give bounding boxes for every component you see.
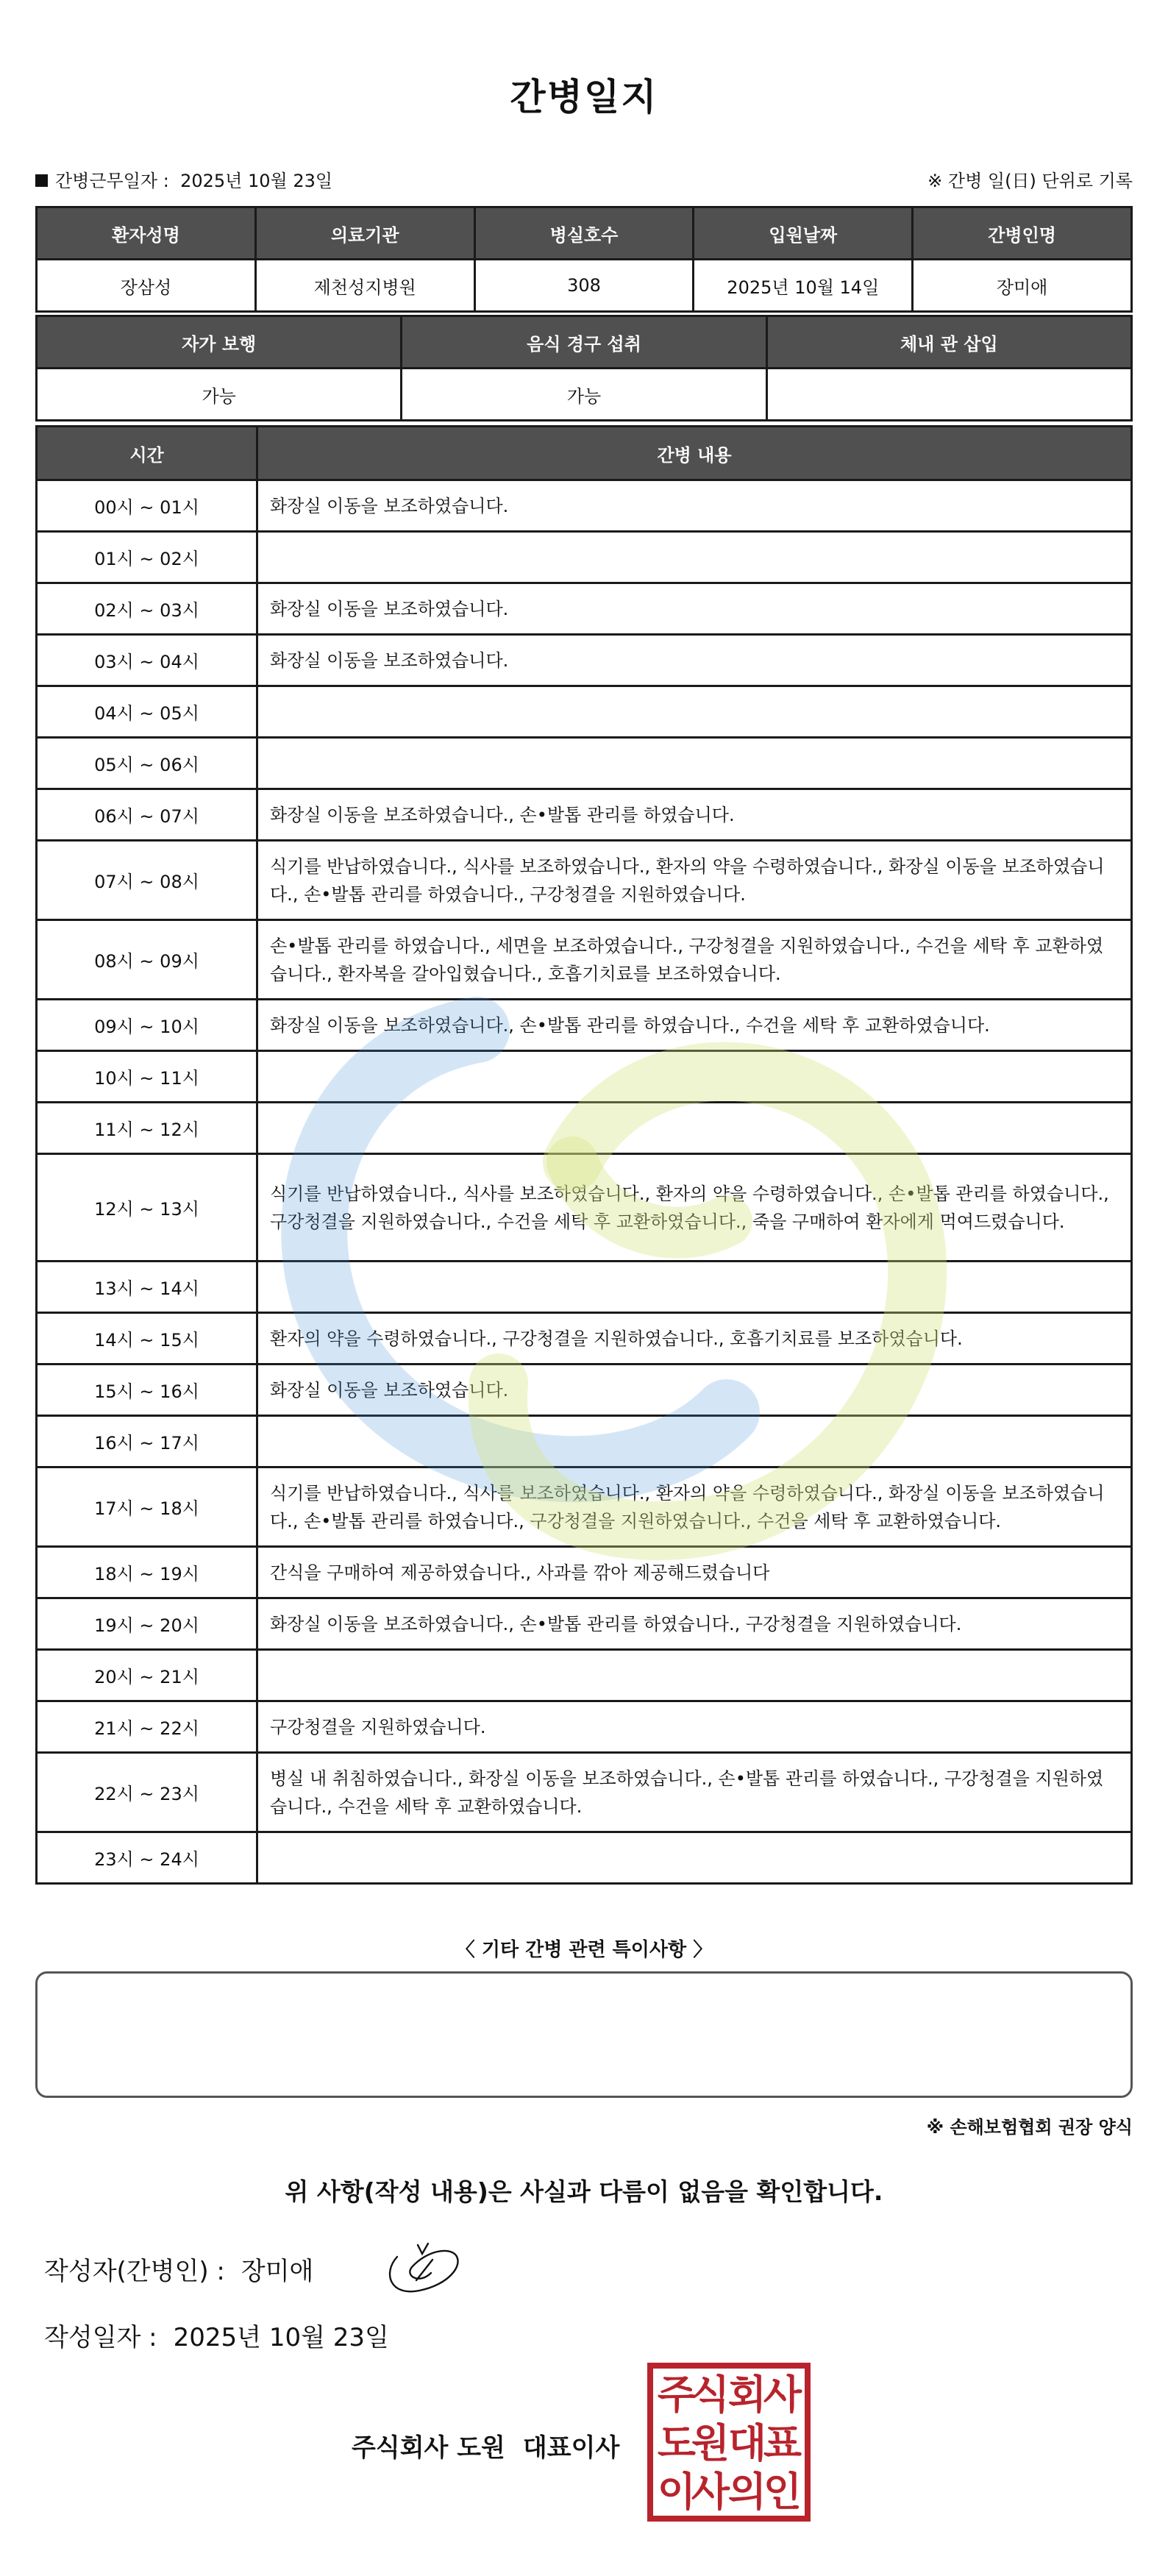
table-row xyxy=(37,789,1132,841)
header-self-walking: 자가 보행 xyxy=(37,316,402,369)
time-cell: 08시 ~ 09시 xyxy=(37,920,257,1000)
table-row xyxy=(37,583,1132,635)
svg-text:회: 회 xyxy=(727,2372,767,2418)
time-cell: 06시 ~ 07시 xyxy=(37,789,257,841)
time-cell: 00시 ~ 01시 xyxy=(37,480,257,532)
oral-intake-value: 가능 xyxy=(402,369,766,421)
time-cell: 12시 ~ 13시 xyxy=(37,1154,257,1262)
content-cell xyxy=(257,1832,1132,1884)
written-date-label: 작성일자 : xyxy=(44,2323,157,2352)
representative-title: 대표이사 xyxy=(522,2433,620,2463)
time-cell: 13시 ~ 14시 xyxy=(37,1262,257,1313)
content-cell: 화장실 이동을 보조하였습니다. xyxy=(257,1365,1132,1416)
table-row xyxy=(37,738,1132,789)
square-bullet-icon xyxy=(35,174,48,187)
time-cell: 17시 ~ 18시 xyxy=(37,1467,257,1547)
header-admission-date: 입원날짜 xyxy=(694,207,913,260)
patient-info-table xyxy=(35,206,1133,313)
patient-status-table xyxy=(35,315,1133,421)
time-cell: 02시 ~ 03시 xyxy=(37,583,257,635)
author-label: 작성자(간병인) : xyxy=(44,2257,225,2286)
table-row xyxy=(37,1154,1132,1262)
time-cell: 03시 ~ 04시 xyxy=(37,635,257,686)
time-cell: 10시 ~ 11시 xyxy=(37,1051,257,1103)
table-row xyxy=(37,1832,1132,1884)
content-cell xyxy=(257,1262,1132,1313)
content-cell: 화장실 이동을 보조하였습니다., 손•발톱 관리를 하였습니다., 구강청결을 지원하였습니다. xyxy=(257,1598,1132,1650)
content-cell xyxy=(257,686,1132,738)
content-cell: 간식을 구매하여 제공하였습니다., 사과를 깎아 제공해드렸습니다 xyxy=(257,1547,1132,1598)
time-cell: 07시 ~ 08시 xyxy=(37,841,257,920)
time-cell: 21시 ~ 22시 xyxy=(37,1701,257,1753)
work-date xyxy=(35,166,332,192)
time-cell: 09시 ~ 10시 xyxy=(37,1000,257,1051)
content-cell: 손•발톱 관리를 하였습니다., 세면을 보조하였습니다., 구강청결을 지원하였습니다., 수건을 세탁 후 교환하였습니다., 환자복을 갈아입혔습니다., 호흡기치료를 보조하였습니다. xyxy=(257,920,1132,1000)
table-row xyxy=(37,1262,1132,1313)
content-cell: 화장실 이동을 보조하였습니다., 손•발톱 관리를 하였습니다., 수건을 세탁 후 교환하였습니다. xyxy=(257,1000,1132,1051)
signature-icon xyxy=(375,2229,471,2302)
table-row xyxy=(37,1365,1132,1416)
table-row xyxy=(37,480,1132,532)
header-hospital: 의료기관 xyxy=(255,207,474,260)
table-row xyxy=(37,841,1132,920)
svg-text:주: 주 xyxy=(657,2372,697,2418)
patient-name: 장삼성 xyxy=(37,260,256,312)
svg-text:인: 인 xyxy=(763,2469,802,2515)
content-cell xyxy=(257,1416,1132,1467)
content-cell: 화장실 이동을 보조하였습니다. xyxy=(257,583,1132,635)
table-row xyxy=(37,686,1132,738)
work-date-value: 2025년 10월 23일 xyxy=(180,171,333,191)
content-cell xyxy=(257,1650,1132,1701)
content-cell xyxy=(257,1051,1132,1103)
confirmation-statement: 위 사항(작성 내용)은 사실과 다름이 없음을 확인합니다. xyxy=(285,2177,883,2206)
table-row xyxy=(37,920,1132,1000)
header-care-content: 간병 내용 xyxy=(257,427,1132,480)
time-cell: 20시 ~ 21시 xyxy=(37,1650,257,1701)
content-cell: 화장실 이동을 보조하였습니다., 손•발톱 관리를 하였습니다. xyxy=(257,789,1132,841)
tube-insertion-value xyxy=(766,369,1131,421)
header-room: 병실호수 xyxy=(474,207,694,260)
content-cell: 식기를 반납하였습니다., 식사를 보조하였습니다., 환자의 약을 수령하였습니다., 화장실 이동을 보조하였습니다., 손•발톱 관리를 하였습니다., 구강청결을 지원하였습니다., 수건을 세탁 후 교환하였습니다. xyxy=(257,1467,1132,1547)
table-row xyxy=(37,1103,1132,1154)
written-date: 2025년 10월 23일 xyxy=(173,2323,389,2352)
header-patient-name: 환자성명 xyxy=(37,207,256,260)
content-cell: 식기를 반납하였습니다., 식사를 보조하였습니다., 환자의 약을 수령하였습니다., 손•발톱 관리를 하였습니다., 구강청결을 지원하였습니다., 수건을 세탁 후 교환하였습니다., 죽을 구매하여 환자에게 먹여드렸습니다. xyxy=(257,1154,1132,1262)
svg-text:이: 이 xyxy=(657,2469,697,2515)
svg-text:사: 사 xyxy=(763,2372,802,2418)
header-time: 시간 xyxy=(37,427,257,480)
page-title: 간병일지 xyxy=(510,76,658,118)
time-cell: 01시 ~ 02시 xyxy=(37,532,257,583)
care-log-table xyxy=(35,425,1133,1885)
header-oral-intake: 음식 경구 섭취 xyxy=(402,316,766,369)
company-name: 주식회사 도원 xyxy=(352,2433,505,2463)
svg-text:사: 사 xyxy=(691,2469,730,2515)
notes-title: 〈 기타 간병 관련 특이사항 〉 xyxy=(455,1939,713,1961)
content-cell xyxy=(257,738,1132,789)
header-caregiver-name: 간병인명 xyxy=(913,207,1132,260)
table-row xyxy=(37,1650,1132,1701)
author-line xyxy=(44,2251,313,2287)
time-cell: 14시 ~ 15시 xyxy=(37,1313,257,1365)
form-source-note: ※ 손해보험협회 권장 양식 xyxy=(926,2117,1133,2138)
time-cell: 23시 ~ 24시 xyxy=(37,1832,257,1884)
time-cell: 05시 ~ 06시 xyxy=(37,738,257,789)
svg-text:의: 의 xyxy=(727,2469,767,2515)
caregiver-name: 장미애 xyxy=(913,260,1132,312)
content-cell: 구강청결을 지원하였습니다. xyxy=(257,1701,1132,1753)
time-cell: 04시 ~ 05시 xyxy=(37,686,257,738)
time-cell: 16시 ~ 17시 xyxy=(37,1416,257,1467)
table-row xyxy=(37,1753,1132,1832)
time-cell: 22시 ~ 23시 xyxy=(37,1753,257,1832)
table-row xyxy=(37,1000,1132,1051)
table-row xyxy=(37,1547,1132,1598)
content-cell: 화장실 이동을 보조하였습니다. xyxy=(257,635,1132,686)
time-cell: 11시 ~ 12시 xyxy=(37,1103,257,1154)
hospital: 제천성지병원 xyxy=(255,260,474,312)
table-row xyxy=(37,1051,1132,1103)
content-cell: 병실 내 취침하였습니다., 화장실 이동을 보조하였습니다., 손•발톱 관리를 하였습니다., 구강청결을 지원하였습니다., 수건을 세탁 후 교환하였습니다. xyxy=(257,1753,1132,1832)
table-row xyxy=(37,1701,1132,1753)
content-cell xyxy=(257,1103,1132,1154)
header-tube-insertion: 체내 관 삽입 xyxy=(766,316,1131,369)
svg-text:식: 식 xyxy=(691,2372,730,2418)
svg-text:도: 도 xyxy=(657,2420,697,2466)
content-cell xyxy=(257,532,1132,583)
written-date-line xyxy=(44,2317,389,2353)
self-walking-value: 가능 xyxy=(37,369,402,421)
table-row xyxy=(37,1416,1132,1467)
table-row xyxy=(37,635,1132,686)
table-row xyxy=(37,1598,1132,1650)
time-cell: 15시 ~ 16시 xyxy=(37,1365,257,1416)
author-name: 장미애 xyxy=(241,2257,314,2286)
table-row xyxy=(37,1467,1132,1547)
work-date-label: 간병근무일자 : xyxy=(55,171,169,191)
unit-note: ※ 간병 일(日) 단위로 기록 xyxy=(927,171,1133,191)
room-number: 308 xyxy=(474,260,694,312)
svg-text:표: 표 xyxy=(763,2420,802,2466)
content-cell: 화장실 이동을 보조하였습니다. xyxy=(257,480,1132,532)
svg-text:원: 원 xyxy=(691,2420,730,2466)
content-cell: 식기를 반납하였습니다., 식사를 보조하였습니다., 환자의 약을 수령하였습니다., 화장실 이동을 보조하였습니다., 손•발톱 관리를 하였습니다., 구강청결을 지원하였습니다. xyxy=(257,841,1132,920)
table-row xyxy=(37,532,1132,583)
admission-date: 2025년 10월 14일 xyxy=(694,260,913,312)
meta-row xyxy=(35,166,1133,196)
time-cell: 19시 ~ 20시 xyxy=(37,1598,257,1650)
svg-text:대: 대 xyxy=(727,2420,767,2466)
content-cell: 환자의 약을 수령하였습니다., 구강청결을 지원하였습니다., 호흡기치료를 보조하였습니다. xyxy=(257,1313,1132,1365)
time-cell: 18시 ~ 19시 xyxy=(37,1547,257,1598)
company-line xyxy=(352,2427,619,2463)
notes-box xyxy=(35,1971,1133,2098)
table-row xyxy=(37,1313,1132,1365)
company-seal-icon xyxy=(646,2361,812,2523)
